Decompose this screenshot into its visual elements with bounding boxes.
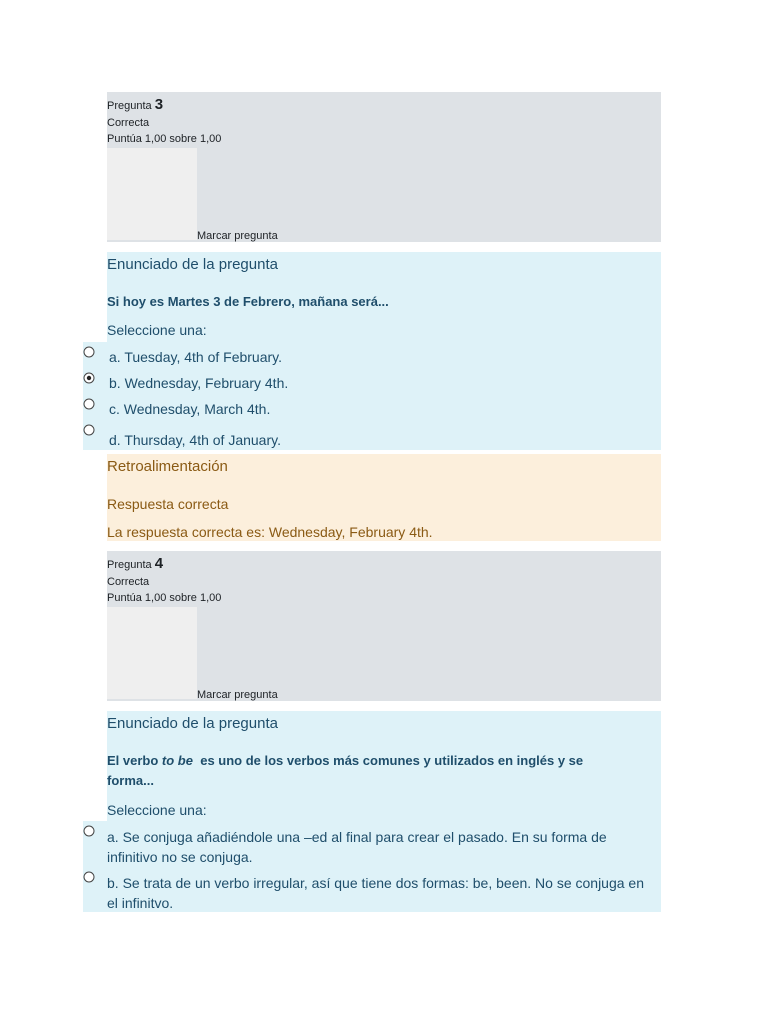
question-4-flag-button[interactable]: Marcar pregunta [197, 689, 278, 701]
question-text-part: es uno de los verbos más comunes y utilizados en inglés y se forma... [107, 753, 584, 788]
question-label: Pregunta [107, 559, 152, 571]
question-3-option-a[interactable] [83, 342, 661, 368]
question-4-option-b[interactable] [83, 867, 661, 912]
question-4-prompt: Seleccione una: [107, 802, 207, 818]
question-text-part: El verbo [107, 753, 159, 768]
question-3-info [107, 92, 661, 242]
radio-unchecked-icon[interactable] [83, 424, 95, 436]
question-3-option-c[interactable] [83, 394, 661, 422]
question-3-option-d[interactable] [83, 422, 661, 450]
question-3-feedback [107, 454, 661, 541]
question-3-flag-box [107, 148, 197, 240]
question-3-flag-button[interactable]: Marcar pregunta [197, 230, 278, 242]
question-text-emphasis: to be [161, 753, 193, 768]
question-label: Pregunta [107, 100, 152, 112]
option-label: b. Wednesday, February 4th. [109, 375, 289, 391]
radio-unchecked-icon[interactable] [83, 398, 95, 410]
question-number: 3 [154, 96, 164, 113]
question-3-content [107, 252, 661, 342]
question-4-option-a[interactable] [83, 821, 661, 867]
question-3-heading: Enunciado de la pregunta [107, 256, 278, 273]
question-4-content [107, 711, 661, 821]
question-3-prompt: Seleccione una: [107, 322, 207, 338]
feedback-right-answer: La respuesta correcta es: Wednesday, February 4th. [107, 524, 433, 540]
question-3-grade: Puntúa 1,00 sobre 1,00 [107, 133, 222, 145]
option-label: c. Wednesday, March 4th. [109, 401, 271, 417]
question-4-grade: Puntúa 1,00 sobre 1,00 [107, 592, 222, 604]
question-4-title [107, 555, 163, 572]
radio-unchecked-icon[interactable] [83, 871, 95, 883]
feedback-state: Respuesta correcta [107, 496, 229, 512]
radio-unchecked-icon[interactable] [83, 825, 95, 837]
feedback-heading: Retroalimentación [107, 458, 228, 475]
option-label: a. Tuesday, 4th of February. [109, 349, 283, 365]
radio-checked-icon[interactable] [83, 372, 95, 384]
question-4-state: Correcta [107, 576, 150, 588]
question-3-text: Si hoy es Martes 3 de Febrero, mañana será... [107, 294, 389, 309]
option-label: b. Se trata de un verbo irregular, así que tiene dos formas: be, been. No se conjuga en el infinitvo. [107, 875, 645, 911]
question-4-info [107, 551, 661, 701]
option-label: d. Thursday, 4th of January. [109, 432, 281, 448]
question-3-state: Correcta [107, 117, 150, 129]
option-label: a. Se conjuga añadiéndole una –ed al final para crear el pasado. En su forma de infinitivo no se conjuga. [107, 829, 607, 865]
question-number: 4 [154, 555, 164, 572]
question-3-option-b[interactable] [83, 368, 661, 394]
radio-unchecked-icon[interactable] [83, 346, 95, 358]
question-3-title [107, 96, 163, 113]
question-4-heading: Enunciado de la pregunta [107, 715, 278, 732]
question-4-flag-box [107, 607, 197, 699]
question-4-text [107, 751, 627, 791]
